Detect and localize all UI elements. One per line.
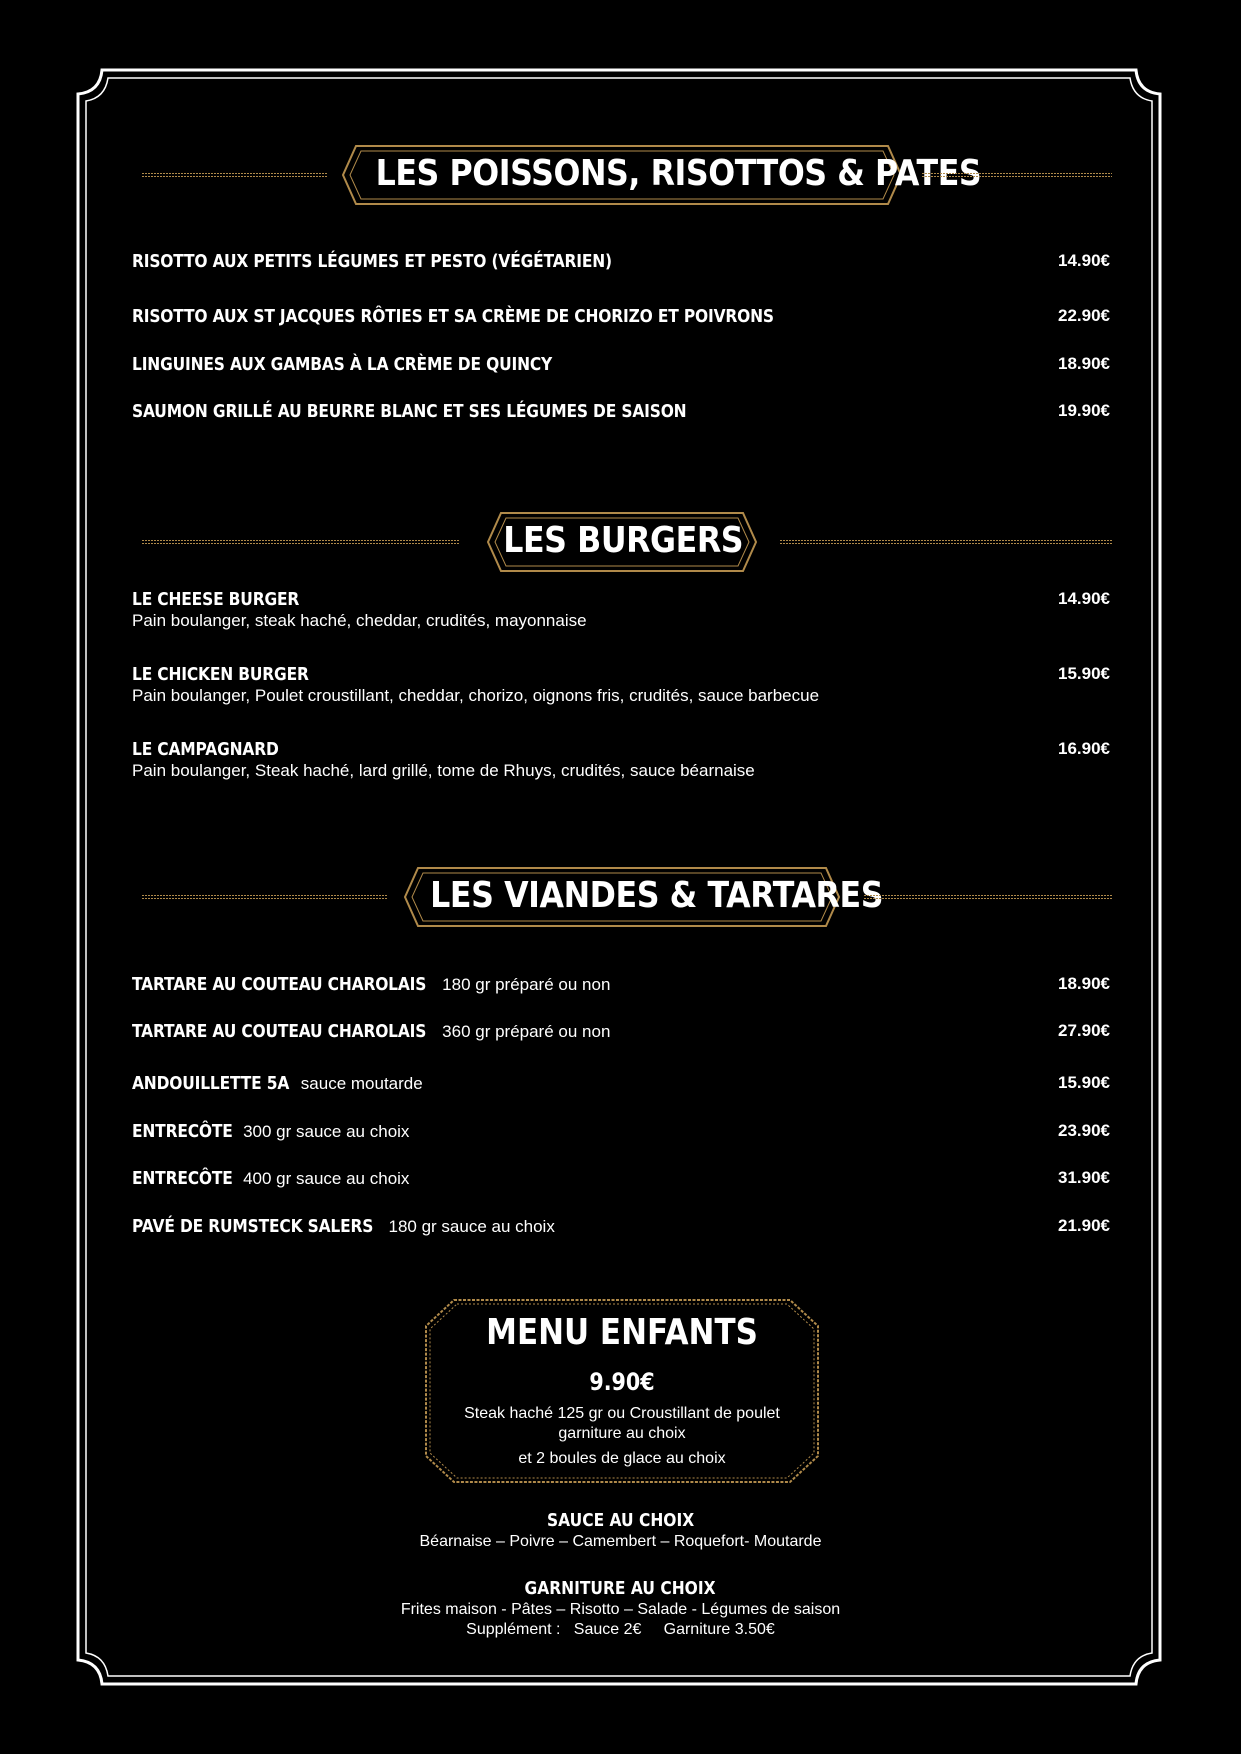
menu-item: [132, 1216, 1110, 1237]
section-header-viandes: [132, 867, 1122, 927]
menu-item: [132, 1168, 1110, 1189]
kids-menu-line: et 2 boules de glace au choix: [518, 1450, 726, 1467]
menu-item: [132, 664, 1110, 706]
garniture-list: Frites maison - Pâtes – Risotto – Salade - Légumes de saison: [400, 1601, 841, 1618]
header-title-box: [404, 867, 884, 927]
item-name: LE CHEESE BURGER: [132, 589, 300, 610]
item-price: 21.90€: [1058, 1216, 1110, 1235]
menu-item: [132, 589, 1110, 631]
header-rule-right: [780, 539, 1112, 545]
menu-item: [132, 401, 1110, 422]
garniture-title-text: GARNITURE AU CHOIX: [525, 1578, 716, 1599]
item-price: 27.90€: [1058, 1021, 1110, 1040]
garniture-title: [0, 1578, 1241, 1599]
item-price: 31.90€: [1058, 1168, 1110, 1187]
item-name: RISOTTO AUX PETITS LÉGUMES ET PESTO (VÉGÉTARIEN): [132, 251, 612, 272]
item-name: LINGUINES AUX GAMBAS À LA CRÈME DE QUINCY: [132, 354, 553, 375]
item-description: Pain boulanger, Poulet croustillant, cheddar, chorizo, oignons fris, crudités, sauce barbecue: [132, 686, 820, 705]
kids-menu-box: [424, 1298, 820, 1484]
item-name: SAUMON GRILLÉ AU BEURRE BLANC ET SES LÉGUMES DE SAISON: [132, 401, 687, 422]
menu-item: [132, 739, 1110, 781]
menu-item: [132, 1073, 1110, 1094]
item-name: PAVÉ DE RUMSTECK SALERS: [132, 1216, 374, 1237]
item-detail: 300 gr sauce au choix: [243, 1122, 410, 1141]
item-price: 16.90€: [1058, 739, 1110, 758]
item-price: 19.90€: [1058, 401, 1110, 420]
item-price: 14.90€: [1058, 251, 1110, 270]
item-description: Pain boulanger, steak haché, cheddar, crudités, mayonnaise: [132, 611, 587, 630]
section-header-burgers: [132, 512, 1122, 572]
header-rule-right: [922, 172, 1112, 178]
header-rule-right: [864, 894, 1112, 900]
menu-item: [132, 1021, 1110, 1042]
header-rule-left: [142, 172, 328, 178]
item-price: 23.90€: [1058, 1121, 1110, 1140]
sauce-title-text: SAUCE AU CHOIX: [546, 1510, 695, 1531]
item-name: LE CHICKEN BURGER: [132, 664, 309, 685]
item-price: 15.90€: [1058, 664, 1110, 683]
supplement-line: Supplément : Sauce 2€ Garniture 3.50€: [466, 1621, 775, 1638]
header-title-box: [342, 145, 982, 205]
item-description: Pain boulanger, Steak haché, lard grillé, tome de Rhuys, crudités, sauce béarnaise: [132, 761, 755, 780]
item-name: TARTARE AU COUTEAU CHAROLAIS: [132, 1021, 427, 1042]
item-name: ENTRECÔTE: [132, 1121, 233, 1142]
item-detail: 400 gr sauce au choix: [243, 1169, 410, 1188]
section-title: LES VIANDES & TARTARES: [430, 875, 884, 916]
item-price: 15.90€: [1058, 1073, 1110, 1092]
item-name: TARTARE AU COUTEAU CHAROLAIS: [132, 974, 427, 995]
header-rule-left: [142, 539, 460, 545]
header-title-box: [487, 512, 757, 572]
item-name: RISOTTO AUX ST JACQUES RÔTIES ET SA CRÈME DE CHORIZO ET POIVRONS: [132, 306, 774, 327]
section-title: LES POISSONS, RISOTTOS & PATES: [375, 153, 982, 194]
kids-menu-title: MENU ENFANTS: [486, 1312, 758, 1353]
kids-menu-price: 9.90€: [589, 1368, 655, 1396]
item-detail: sauce moutarde: [300, 1074, 423, 1093]
menu-item: [132, 354, 1110, 375]
sauce-list: Béarnaise – Poivre – Camembert – Roquefort- Moutarde: [419, 1533, 822, 1550]
section-title: LES BURGERS: [503, 520, 744, 561]
menu-item: [132, 306, 1110, 327]
item-detail: 180 gr sauce au choix: [388, 1217, 555, 1236]
section-header-poissons: [132, 145, 1122, 205]
header-rule-left: [142, 894, 388, 900]
item-name: ENTRECÔTE: [132, 1168, 233, 1189]
item-price: 22.90€: [1058, 306, 1110, 325]
menu-item: [132, 251, 1110, 272]
item-detail: 360 gr préparé ou non: [442, 1022, 611, 1041]
menu-item: [132, 1121, 1110, 1142]
item-price: 18.90€: [1058, 974, 1110, 993]
kids-menu-line: Steak haché 125 gr ou Croustillant de poulet: [464, 1405, 780, 1422]
item-price: 14.90€: [1058, 589, 1110, 608]
item-name: LE CAMPAGNARD: [132, 739, 279, 760]
menu-item: [132, 974, 1110, 995]
sauce-title: [0, 1510, 1241, 1531]
item-detail: 180 gr préparé ou non: [442, 975, 611, 994]
item-name: ANDOUILLETTE 5A: [132, 1073, 290, 1094]
item-price: 18.90€: [1058, 354, 1110, 373]
kids-menu-line: garniture au choix: [558, 1425, 686, 1442]
